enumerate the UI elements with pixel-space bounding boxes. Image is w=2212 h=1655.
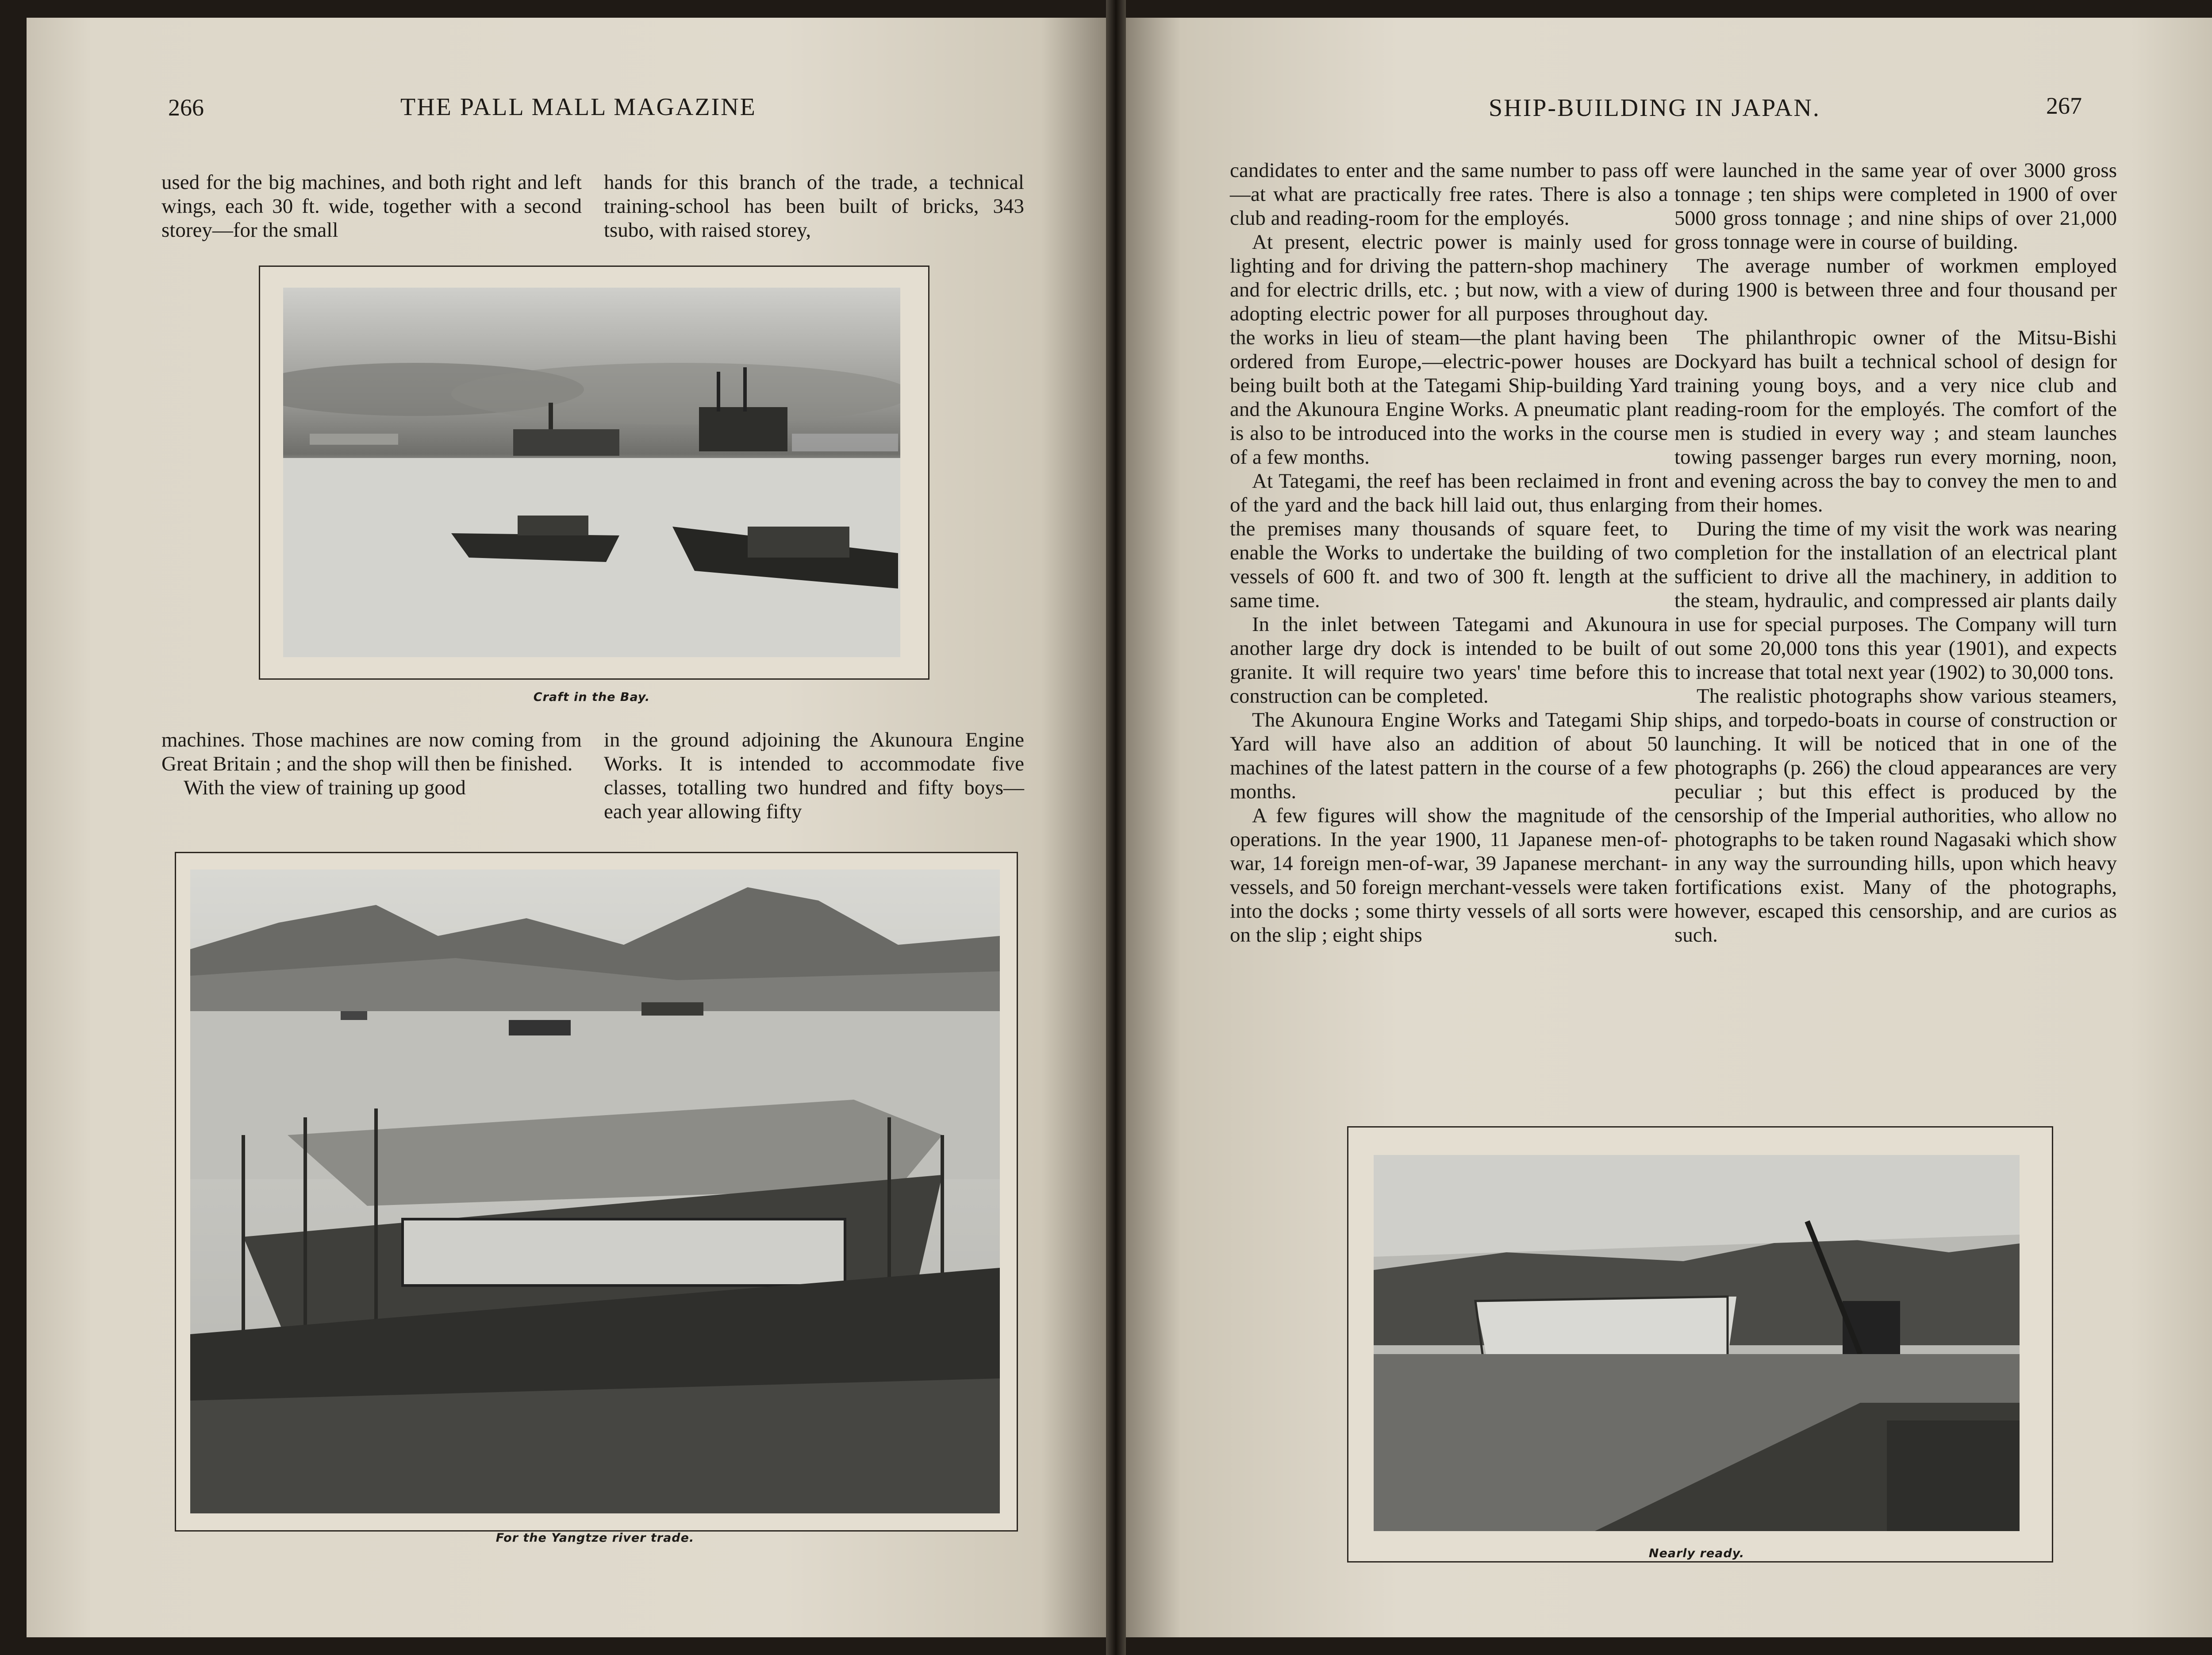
page-number: 267 — [2046, 92, 2082, 119]
right-col1 — [1230, 158, 1668, 947]
paragraph: During the time of my visit the work was nearing completion for the installation of an electrical plant sufficient to drive all the machinery, in addition to the steam, hydraulic, and compressed air plants daily in use for special purposes. The Company will turn out some 20,000 tons this year (1901), and expects to increase that total next year (1902) to 30,000 tons. — [1674, 517, 2117, 684]
page-number: 266 — [168, 94, 204, 121]
left-col2-mid — [604, 728, 1024, 824]
book-gutter — [1106, 0, 1126, 1655]
paragraph: At Tategami, the reef has been reclaimed in front of the yard and the back hill laid out, thus enlarging the premises many thousands of square feet, to enable the Works to undertake the building of two vessels of 600 ft. and two of 300 ft. length at the same time. — [1230, 470, 1668, 612]
paragraph: candidates to enter and the same number to pass off—at what are practically free rates. There is also a club and reading-room for the employés. — [1230, 159, 1668, 230]
left-col1-mid — [161, 728, 582, 800]
right-col2 — [1674, 158, 2117, 947]
left-col2-top — [604, 170, 1024, 242]
photo-yangtze-river-trade — [190, 870, 1000, 1513]
paragraph: used for the big machines, and both right and left wings, each 30 ft. wide, together with a second storey—for the small — [161, 171, 582, 242]
photo-caption: For the Yangtze river trade. — [495, 1531, 695, 1545]
paragraph: were launched in the same year of over 3000 gross tonnage ; ten ships were completed in 1900 of over 5000 gross tonnage ; and nine ships of over 21,000 gross tonnage were in course of building. — [1674, 159, 2117, 254]
paragraph: The average number of workmen employed during 1900 is between three and four thousand per day. — [1674, 254, 2117, 325]
paragraph: The Akunoura Engine Works and Tategami Ship Yard will have also an addition of about 50 machines of the latest pattern in the course of a few months. — [1230, 708, 1668, 803]
paragraph: The philanthropic owner of the Mitsu-Bishi Dockyard has built a technical school of design for training young boys, and a very nice club and reading-room for the employés. The comfort of the men is studied in every way ; and steam launches towing passenger barges run every morning, noon, and evening across the bay to convey the men to and from their homes. — [1674, 326, 2117, 516]
running-head: SHIP-BUILDING IN JAPAN. — [1489, 94, 1820, 122]
paragraph: In the inlet between Tategami and Akunoura another large dry dock is intended to be built of granite. It will require two years' time before this construction can be completed. — [1230, 613, 1668, 708]
left-page — [27, 18, 1106, 1637]
paragraph: With the view of training up good — [184, 776, 466, 799]
photo-caption: Nearly ready. — [1648, 1547, 1745, 1560]
paragraph: machines. Those machines are now coming from Great Britain ; and the shop will then be finished. — [161, 728, 582, 775]
photo-nearly-ready — [1374, 1155, 2020, 1531]
paragraph: A few figures will show the magnitude of the operations. In the year 1900, 11 Japanese men-of-war, 14 foreign men-of-war, 39 Japanese merchant-vessels, and 50 foreign merchant-vessels were taken into the docks ; some thirty vessels of all sorts were on the slip ; eight ships — [1230, 804, 1668, 947]
paragraph: At present, electric power is mainly used for lighting and for driving the pattern-shop machinery and for electric drills, etc. ; but now, with a view of adopting electric power for all purposes throughout the works in lieu of steam—the plant having been ordered from Europe,—electric-power houses are being built both at the Tategami Ship-building Yard and the Akunoura Engine Works. A pneumatic plant is also to be introduced into the works in the course of a few months. — [1230, 231, 1668, 469]
right-page — [1126, 18, 2212, 1637]
paragraph: The realistic photographs show various steamers, ships, and torpedo-boats in course of construction or launching. It will be noticed that in one of the photographs (p. 266) the cloud appearances are very peculiar ; but this effect is produced by the censorship of the Imperial authorities, who allow no photographs to be taken round Nagasaki which show in any way the surrounding hills, upon which heavy fortifications exist. Many of the photographs, however, escaped this censorship, and are curios as such. — [1674, 685, 2117, 947]
paragraph: hands for this branch of the trade, a technical training-school has been built of bricks, 343 tsubo, with raised storey, — [604, 171, 1024, 242]
photo-caption: Craft in the Bay. — [533, 690, 650, 704]
photo-craft-in-the-bay — [283, 288, 900, 657]
left-col1-top — [161, 170, 582, 242]
running-head: THE PALL MALL MAGAZINE — [400, 93, 757, 121]
paragraph: in the ground adjoining the Akunoura Engine Works. It is intended to accommodate five classes, totalling two hundred and fifty boys—each year allowing fifty — [604, 728, 1024, 823]
